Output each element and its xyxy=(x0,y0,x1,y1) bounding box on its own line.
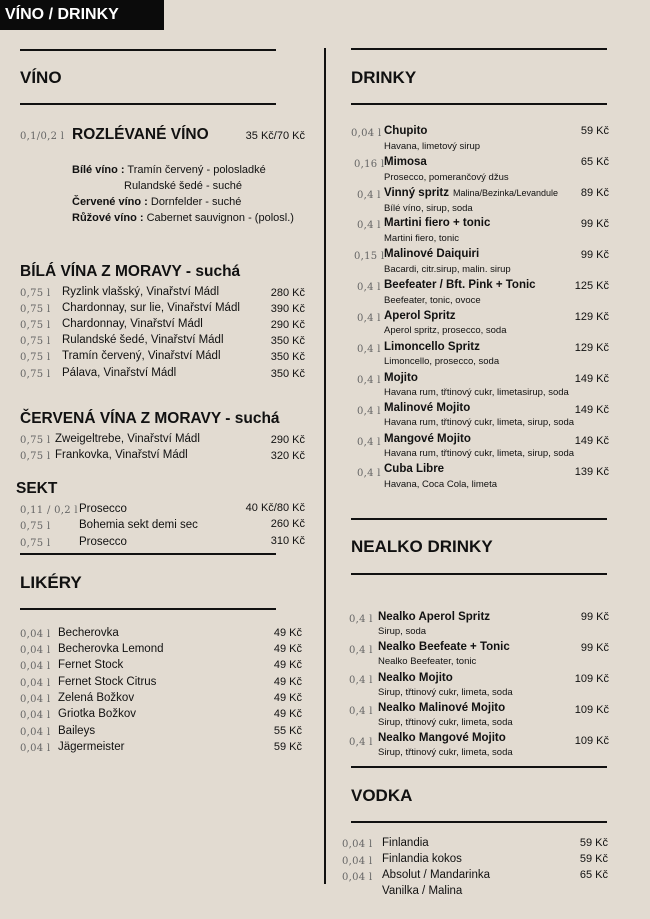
list-item-note: Vanilka / Malina xyxy=(382,885,463,897)
item-description: Nealko Beefeater, tonic xyxy=(378,656,477,667)
rule xyxy=(351,821,607,823)
price: 49 Kč xyxy=(273,627,302,639)
volume: 0,04 l xyxy=(20,645,51,656)
price: 99 Kč xyxy=(580,611,609,623)
list-item: Nealko Malinové Mojito xyxy=(378,702,506,714)
price: 149 Kč xyxy=(574,404,609,416)
price: 129 Kč xyxy=(574,342,609,354)
price: 149 Kč xyxy=(574,435,609,447)
list-item: Mangové Mojito xyxy=(384,433,471,445)
wine-line: Bílé víno : Tramín červený - polosladké xyxy=(72,164,266,176)
rule xyxy=(20,103,276,105)
volume: 0,04 l xyxy=(20,661,51,672)
price: 390 Kč xyxy=(270,303,305,315)
item-description: Martini fiero, tonic xyxy=(384,233,459,244)
price: 129 Kč xyxy=(574,311,609,323)
list-item: Chupito xyxy=(384,125,428,137)
section-title-sekt: SEKT xyxy=(16,480,58,497)
price: 65 Kč xyxy=(580,156,609,168)
price: 139 Kč xyxy=(574,466,609,478)
volume: 0,75 l xyxy=(20,352,51,363)
volume: 0,4 l xyxy=(357,282,381,293)
price: 290 Kč xyxy=(270,434,305,446)
price: 49 Kč xyxy=(273,708,302,720)
list-item: Nealko Aperol Spritz xyxy=(378,611,491,623)
list-item: Griotka Božkov xyxy=(58,708,136,720)
rule xyxy=(351,48,607,50)
volume: 0,75 l xyxy=(20,369,51,380)
rule xyxy=(351,573,607,575)
list-item: Cuba Libre xyxy=(384,463,445,475)
list-item: Pálava, Vinařství Mádl xyxy=(62,367,177,379)
volume: 0,04 l xyxy=(342,856,373,867)
rule xyxy=(20,49,276,51)
item-description: Havana rum, třtinový cukr, limeta, sirup, soda xyxy=(384,448,575,459)
price: 49 Kč xyxy=(273,692,302,704)
price: 89 Kč xyxy=(580,187,609,199)
price: 59 Kč xyxy=(579,837,608,849)
volume: 0,4 l xyxy=(349,645,373,656)
column-divider xyxy=(324,48,326,884)
section-title-vino: VÍNO xyxy=(20,68,62,87)
section-title-likery: LIKÉRY xyxy=(20,573,82,592)
section-title-nealko: NEALKO DRINKY xyxy=(351,537,493,556)
item-description: Sirup, třtinový cukr, limeta, soda xyxy=(378,747,513,758)
list-item: Becherovka Lemond xyxy=(58,643,164,655)
volume: 0,1/0,2 l xyxy=(20,131,65,142)
price: 109 Kč xyxy=(574,735,609,747)
price: 350 Kč xyxy=(270,351,305,363)
rule xyxy=(20,608,276,610)
volume: 0,4 l xyxy=(357,468,381,479)
volume: 0,75 l xyxy=(20,288,51,299)
list-item: Limoncello Spritz xyxy=(384,341,480,353)
list-item: Chardonnay, Vinařství Mádl xyxy=(62,318,203,330)
list-item: Malinové Daiquiri xyxy=(384,248,480,260)
wine-line: Rulandské šedé - suché xyxy=(124,180,243,192)
volume: 0,75 l xyxy=(20,538,51,549)
price: 49 Kč xyxy=(273,659,302,671)
list-item: Absolut / Mandarinka xyxy=(382,869,491,881)
volume: 0,04 l xyxy=(20,629,51,640)
list-item: Chardonnay, sur lie, Vinařství Mádl xyxy=(62,302,240,314)
price: 109 Kč xyxy=(574,673,609,685)
section-title-bila: BÍLÁ VÍNA Z MORAVY - suchá xyxy=(20,263,241,280)
list-item: Mojito xyxy=(384,372,418,384)
price: 280 Kč xyxy=(270,287,305,299)
rule xyxy=(351,518,607,520)
price: 99 Kč xyxy=(580,642,609,654)
volume: 0,75 l xyxy=(20,320,51,331)
price: 99 Kč xyxy=(580,218,609,230)
price: 59 Kč xyxy=(579,853,608,865)
section-title-vodka: VODKA xyxy=(351,786,413,805)
section-title-cervena: ČERVENÁ VÍNA Z MORAVY - suchá xyxy=(20,410,280,427)
volume: 0,15 l xyxy=(354,251,385,262)
item-description: Aperol spritz, prosecco, soda xyxy=(384,325,507,336)
rule xyxy=(351,766,607,768)
list-item: Becherovka xyxy=(58,627,119,639)
volume: 0,04 l xyxy=(342,872,373,883)
price: 99 Kč xyxy=(580,249,609,261)
price: 149 Kč xyxy=(574,373,609,385)
volume: 0,04 l xyxy=(342,839,373,850)
list-item: Frankovka, Vinařství Mádl xyxy=(55,449,188,461)
volume: 0,4 l xyxy=(357,344,381,355)
volume: 0,04 l xyxy=(20,710,51,721)
item-description: Beefeater, tonic, ovoce xyxy=(384,295,481,306)
list-item: Vinný spritz Malina/Bezinka/Levandule xyxy=(384,187,559,199)
volume: 0,04 l xyxy=(20,694,51,705)
volume: 0,75 l xyxy=(20,336,51,347)
list-item: Finlandia xyxy=(382,837,429,849)
rule xyxy=(351,103,607,105)
volume: 0,11 / 0,2 l xyxy=(20,505,78,516)
price: 59 Kč xyxy=(580,125,609,137)
price: 109 Kč xyxy=(574,704,609,716)
volume: 0,04 l xyxy=(351,128,382,139)
price: 310 Kč xyxy=(270,535,305,547)
wine-line: Růžové víno : Cabernet sauvignon - (polosl.) xyxy=(72,212,294,224)
item-description: Bacardi, citr.sirup, malin. sirup xyxy=(384,264,511,275)
list-item: Tramín červený, Vinařství Mádl xyxy=(62,350,221,362)
item-description: Havana rum, třtinový cukr, limeta, sirup, soda xyxy=(384,417,575,428)
price: 55 Kč xyxy=(273,725,302,737)
list-item: Rulandské šedé, Vinařství Mádl xyxy=(62,334,224,346)
list-item: Fernet Stock xyxy=(58,659,124,671)
list-item: Ryzlink vlašský, Vinařství Mádl xyxy=(62,286,219,298)
volume: 0,4 l xyxy=(357,190,381,201)
volume: 0,75 l xyxy=(20,521,51,532)
list-item: Nealko Mangové Mojito xyxy=(378,732,506,744)
volume: 0,75 l xyxy=(20,451,51,462)
list-item: Prosecco xyxy=(79,536,127,548)
section-title-drinky: DRINKY xyxy=(351,68,417,87)
list-item: Bohemia sekt demi sec xyxy=(79,519,198,531)
list-item: Finlandia kokos xyxy=(382,853,462,865)
list-item: Nealko Mojito xyxy=(378,672,453,684)
list-item: Zelená Božkov xyxy=(58,692,135,704)
volume: 0,4 l xyxy=(349,706,373,717)
volume: 0,4 l xyxy=(357,220,381,231)
volume: 0,04 l xyxy=(20,678,51,689)
list-item: Fernet Stock Citrus xyxy=(58,676,157,688)
volume: 0,75 l xyxy=(20,435,51,446)
volume: 0,4 l xyxy=(357,437,381,448)
list-item: Nealko Beefeate + Tonic xyxy=(378,641,510,653)
price: 49 Kč xyxy=(273,643,302,655)
price: 35 Kč/70 Kč xyxy=(245,130,305,142)
item-description: Sirup, třtinový cukr, limeta, soda xyxy=(378,717,513,728)
volume: 0,4 l xyxy=(357,375,381,386)
list-item: Zweigeltrebe, Vinařství Mádl xyxy=(55,433,200,445)
volume: 0,4 l xyxy=(349,614,373,625)
item-description: Prosecco, pomerančový džus xyxy=(384,172,509,183)
price: 320 Kč xyxy=(270,450,305,462)
price: 40 Kč/80 Kč xyxy=(245,502,305,514)
price: 49 Kč xyxy=(273,676,302,688)
price: 59 Kč xyxy=(273,741,302,753)
volume: 0,04 l xyxy=(20,743,51,754)
price: 350 Kč xyxy=(270,368,305,380)
wine-line: Červené víno : Dornfelder - suché xyxy=(72,196,242,208)
volume: 0,4 l xyxy=(349,675,373,686)
price: 290 Kč xyxy=(270,319,305,331)
list-item: Prosecco xyxy=(79,503,127,515)
page-tab: VÍNO / DRINKY xyxy=(0,0,164,30)
rozlevane-title: ROZLÉVANÉ VÍNO xyxy=(72,126,209,143)
volume: 0,4 l xyxy=(349,737,373,748)
item-description: Havana, limetový sirup xyxy=(384,141,481,152)
volume: 0,4 l xyxy=(357,313,381,324)
list-item: Malinové Mojito xyxy=(384,402,471,414)
price: 350 Kč xyxy=(270,335,305,347)
volume: 0,4 l xyxy=(357,406,381,417)
list-item: Mimosa xyxy=(384,156,427,168)
item-description: Limoncello, prosecco, soda xyxy=(384,356,500,367)
list-item: Beefeater / Bft. Pink + Tonic xyxy=(384,279,536,291)
volume: 0,75 l xyxy=(20,304,51,315)
item-description: Sirup, třtinový cukr, limeta, soda xyxy=(378,687,513,698)
volume: 0,16 l xyxy=(354,159,385,170)
item-description: Sirup, soda xyxy=(378,626,427,637)
list-item: Martini fiero + tonic xyxy=(384,217,491,229)
item-description: Bílé víno, sirup, soda xyxy=(384,203,473,214)
price: 65 Kč xyxy=(579,869,608,881)
volume: 0,04 l xyxy=(20,727,51,738)
list-item: Aperol Spritz xyxy=(384,310,456,322)
price: 125 Kč xyxy=(574,280,609,292)
rule xyxy=(20,553,276,555)
item-description: Havana, Coca Cola, limeta xyxy=(384,479,497,490)
list-item: Baileys xyxy=(58,725,96,737)
price: 260 Kč xyxy=(270,518,305,530)
list-item: Jägermeister xyxy=(58,741,125,753)
item-description: Havana rum, třtinový cukr, limetasirup, soda xyxy=(384,387,569,398)
